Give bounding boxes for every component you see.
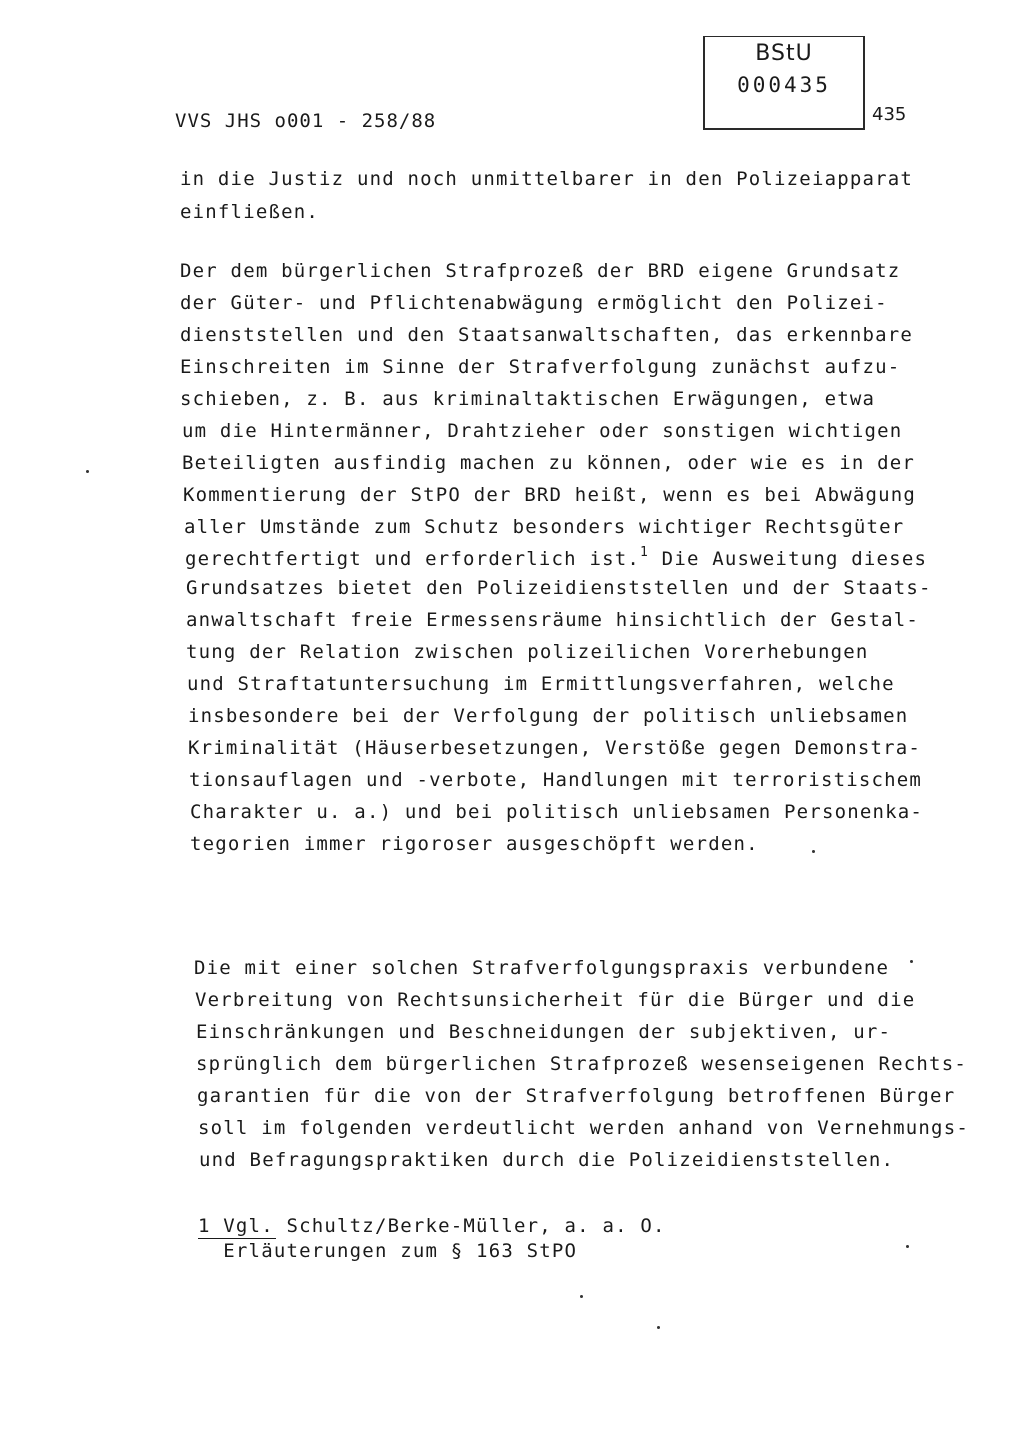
paragraph1-line: einfließen. [180, 201, 320, 223]
paragraph2-line: tung der Relation zwischen polizeilichen Vorerhebungen [186, 641, 869, 663]
paragraph2-line: schieben, z. B. aus kriminaltaktischen Erwägungen, etwa [180, 388, 876, 410]
paragraph3-line: soll im folgenden verdeutlicht werden anhand von Vernehmungs- [198, 1117, 969, 1139]
scan-speck [910, 960, 913, 963]
paragraph1-line: in die Justiz und noch unmittelbarer in den Polizeiapparat [180, 168, 914, 190]
paragraph3-line: Einschränkungen und Beschneidungen der subjektiven, ur- [196, 1021, 892, 1043]
scan-speck [580, 1295, 583, 1298]
paragraph3-line: und Befragungspraktiken durch die Polizeidienststellen. [199, 1149, 895, 1171]
page-number: 435 [872, 104, 907, 125]
paragraph2-line: aller Umstände zum Schutz besonders wichtiger Rechtsgüter [184, 516, 905, 538]
paragraph2-line-with-footnote [185, 545, 927, 570]
paragraph3-line: garantien für die von der Strafverfolgung betroffenen Bürger [197, 1085, 956, 1107]
archive-stamp [703, 36, 865, 130]
paragraph2-line: Kriminalität (Häuserbesetzungen, Verstöße gegen Demonstra- [188, 737, 922, 759]
paragraph2-line: Kommentierung der StPO der BRD heißt, wenn es bei Abwägung [183, 484, 917, 506]
scan-speck [906, 1245, 909, 1248]
paragraph2-line: insbesondere bei der Verfolgung der politisch unliebsamen [188, 705, 909, 727]
footnote-line: Erläuterungen zum § 163 StPO [198, 1240, 578, 1262]
footnote-rule [198, 1238, 276, 1239]
stamp-number: 000435 [737, 73, 831, 97]
stamp-agency: BStU [755, 41, 813, 66]
paragraph3-line: Verbreitung von Rechtsunsicherheit für die Bürger und die [195, 989, 916, 1011]
paragraph2-line: um die Hintermänner, Drahtzieher oder sonstigen wichtigen [182, 420, 903, 442]
paragraph2-line: dienststellen und den Staatsanwaltschaften, das erkennbare [180, 324, 914, 346]
paragraph2-line: der Güter- und Pflichtenabwägung ermöglicht den Polizei- [180, 292, 888, 314]
paragraph3-line: Die mit einer solchen Strafverfolgungspraxis verbundene [194, 957, 890, 979]
paragraph2-line: Der dem bürgerlichen Strafprozeß der BRD eigene Grundsatz [180, 260, 901, 282]
scan-speck [657, 1326, 660, 1329]
paragraph2-line: tionsauflagen und -verbote, Handlungen mit terroristischem [189, 769, 923, 791]
paragraph2-line: Grundsatzes bietet den Polizeidienststellen und der Staats- [186, 577, 932, 599]
scan-speck [86, 470, 89, 473]
paragraph2-line: tegorien immer rigoroser ausgeschöpft werden. [190, 833, 759, 855]
sentence-end: gerechtfertigt und erforderlich ist. [185, 548, 641, 570]
paragraph2-line: Charakter u. a.) und bei politisch unliebsamen Personenka- [190, 801, 924, 823]
paragraph2-line: und Straftatuntersuchung im Ermittlungsverfahren, welche [187, 673, 895, 695]
paragraph2-line: anwaltschaft freie Ermessensräume hinsichtlich der Gestal- [186, 609, 920, 631]
paragraph3-line: sprünglich dem bürgerlichen Strafprozeß wesenseigenen Rechts- [196, 1053, 967, 1075]
paragraph2-line: Einschreiten im Sinne der Strafverfolgung zunächst aufzu- [180, 356, 901, 378]
footnote-line: 1 Vgl. Schultz/Berke-Müller, a. a. O. [198, 1215, 666, 1237]
document-reference: VVS JHS o001 - 258/88 [175, 110, 437, 132]
footnote-marker: 1 [640, 545, 650, 560]
sentence-continuation: Die Ausweitung dieses [649, 548, 928, 570]
scan-speck [812, 850, 815, 853]
paragraph2-line: Beteiligten ausfindig machen zu können, oder wie es in der [182, 452, 916, 474]
